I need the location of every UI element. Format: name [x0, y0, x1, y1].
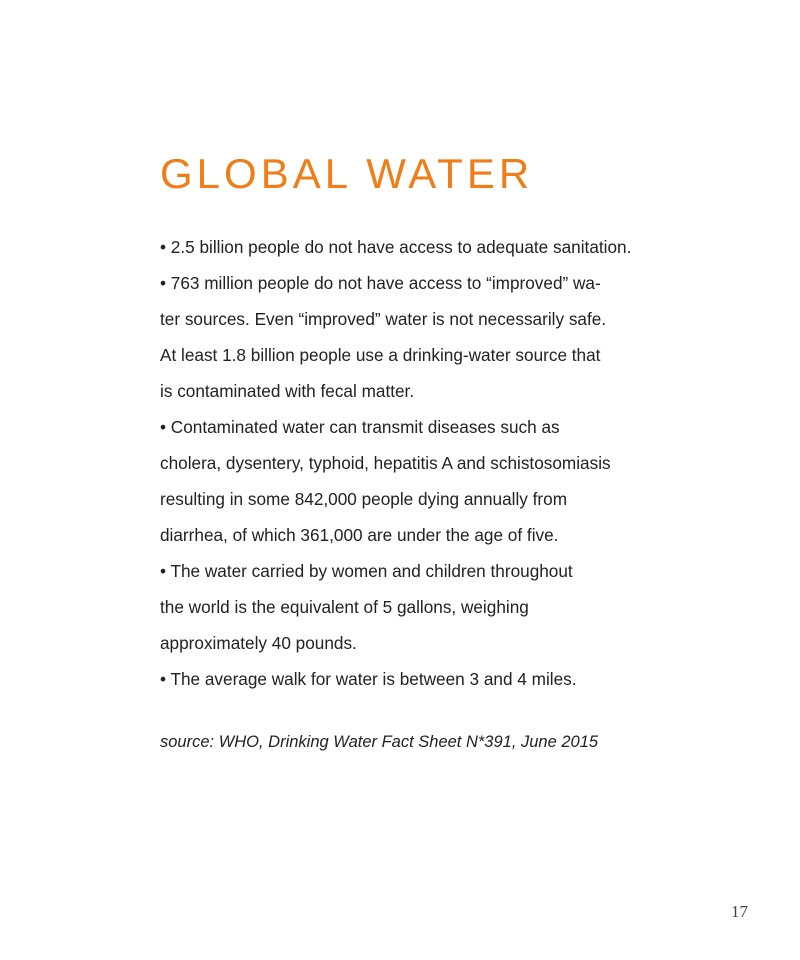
body-line: the world is the equivalent of 5 gallons, weighing — [160, 597, 529, 617]
body-line: At least 1.8 billion people use a drinking-water source that — [160, 345, 601, 365]
body-line: • 2.5 billion people do not have access to adequate sanitation. — [160, 237, 632, 257]
body-line: is contaminated with fecal matter. — [160, 381, 415, 401]
source-citation: source: WHO, Drinking Water Fact Sheet N*391, June 2015 — [160, 733, 599, 751]
body-line: diarrhea, of which 361,000 are under the age of five. — [160, 525, 559, 545]
body-line: • The average walk for water is between 3 and 4 miles. — [160, 669, 577, 689]
body-line: • 763 million people do not have access to “improved” wa- — [160, 273, 601, 293]
body-text — [160, 229, 680, 697]
body-line: • Contaminated water can transmit diseases such as — [160, 417, 560, 437]
page-title: GLOBAL WATER — [160, 150, 534, 197]
body-line: cholera, dysentery, typhoid, hepatitis A and schistosomiasis — [160, 453, 611, 473]
body-line: approximately 40 pounds. — [160, 633, 357, 653]
body-line: • The water carried by women and children throughout — [160, 561, 573, 581]
body-line: ter sources. Even “improved” water is not necessarily safe. — [160, 309, 607, 329]
body-line: resulting in some 842,000 people dying annually from — [160, 489, 568, 509]
page-number: 17 — [731, 902, 748, 921]
